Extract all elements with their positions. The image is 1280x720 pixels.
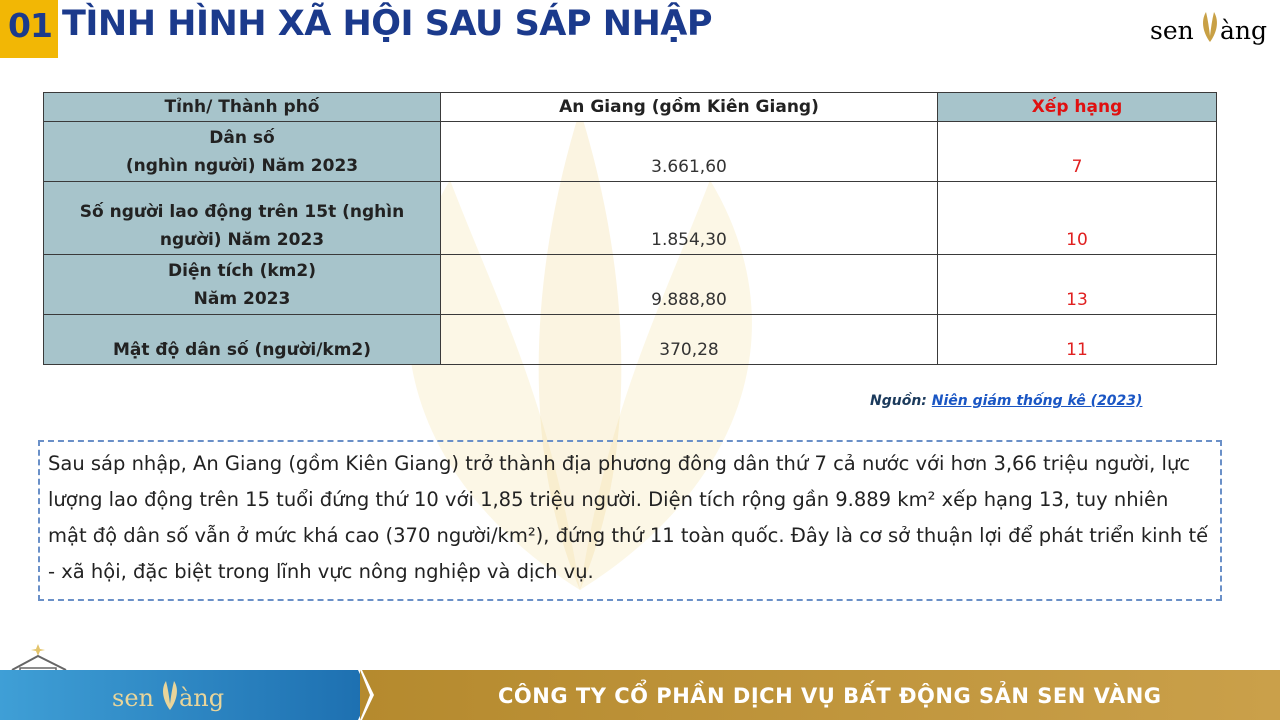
statistics-table xyxy=(43,92,1217,365)
row-rank: 7 xyxy=(938,122,1217,182)
footer-company-name: CÔNG TY CỔ PHẦN DỊCH VỤ BẤT ĐỘNG SẢN SEN VÀNG xyxy=(498,684,1162,708)
svg-text:àng: àng xyxy=(1220,16,1268,45)
svg-text:àng: àng xyxy=(179,684,225,712)
row-label-line: Mật độ dân số (người/km2) xyxy=(112,340,372,360)
row-label-line: người) Năm 2023 xyxy=(159,230,325,250)
footer-logo-icon xyxy=(112,676,232,716)
table-row xyxy=(44,122,1217,182)
header-an-giang: An Giang (gồm Kiên Giang) xyxy=(441,93,938,122)
source-note xyxy=(870,393,1142,409)
header-rank: Xếp hạng xyxy=(938,93,1217,122)
row-label-line: Năm 2023 xyxy=(193,288,291,309)
page-title: TÌNH HÌNH XÃ HỘI SAU SÁP NHẬP xyxy=(62,4,713,44)
brand-logo xyxy=(1150,6,1272,48)
row-label xyxy=(44,255,441,315)
footer-bar xyxy=(0,670,1280,720)
row-rank: 13 xyxy=(938,255,1217,315)
section-number: 01 xyxy=(8,6,52,45)
row-label xyxy=(44,182,441,255)
source-link[interactable]: Niên giám thống kê (2023) xyxy=(931,393,1143,409)
svg-text:sen: sen xyxy=(112,684,154,712)
section-number-badge xyxy=(0,0,58,58)
row-label xyxy=(44,122,441,182)
row-label-line: Dân số xyxy=(209,127,275,148)
row-value: 9.888,80 xyxy=(441,255,938,315)
table-header-row xyxy=(44,93,1217,122)
summary-text: Sau sáp nhập, An Giang (gồm Kiên Giang) trở thành địa phương đông dân thứ 7 cả nước với hơn 3,66 triệu người, lực lượng lao động trên 15 tuổi đứng thứ 10 với 1,85 triệu người. Diện tích rộng gần 9.889 km² xếp hạng 13, tuy nhiên mật độ dân số vẫn ở mức khá cao (370 người/km²), đứng thứ 11 toàn quốc. Đây là cơ sở thuận lợi để phát triển kinh tế - xã hội, đặc biệt trong lĩnh vực nông nghiệp và dịch vụ. xyxy=(48,452,1209,583)
row-rank: 11 xyxy=(938,315,1217,365)
table-row xyxy=(44,315,1217,365)
row-value: 1.854,30 xyxy=(441,182,938,255)
source-label: Nguồn: xyxy=(870,393,927,409)
row-label-line: (nghìn người) Năm 2023 xyxy=(125,155,359,176)
table-row xyxy=(44,182,1217,255)
summary-box xyxy=(38,440,1222,601)
row-label-line: Diện tích (km2) xyxy=(168,260,316,281)
table-row xyxy=(44,255,1217,315)
row-rank: 10 xyxy=(938,182,1217,255)
lotus-logo-icon xyxy=(1150,6,1272,48)
row-label-line: Số người lao động trên 15t (nghìn xyxy=(79,202,405,222)
row-value: 370,28 xyxy=(441,315,938,365)
header-province: Tỉnh/ Thành phố xyxy=(44,93,441,122)
row-value: 3.661,60 xyxy=(441,122,938,182)
row-label xyxy=(44,315,441,365)
svg-text:sen: sen xyxy=(1150,16,1194,45)
